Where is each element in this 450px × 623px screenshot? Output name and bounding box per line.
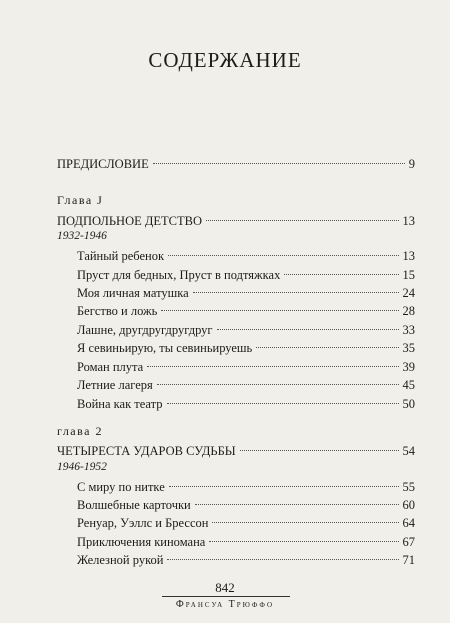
toc-entry bbox=[77, 396, 415, 412]
running-footer-author: Франсуа Трюффо bbox=[175, 599, 275, 610]
toc-entry-title: Ренуар, Уэллс и Брессон bbox=[77, 516, 209, 530]
toc-entry-title: Моя личная матушка bbox=[77, 286, 189, 300]
toc-entry bbox=[77, 479, 415, 495]
leader-dots bbox=[161, 310, 398, 311]
page-title: СОДЕРЖАНИЕ bbox=[148, 48, 302, 72]
leader-dots bbox=[153, 163, 405, 164]
toc-entry-page: 60 bbox=[402, 498, 415, 512]
toc-entry-page: 50 bbox=[402, 397, 415, 411]
chapter-2-page: 54 bbox=[402, 444, 415, 458]
toc-entry bbox=[77, 322, 415, 338]
leader-dots bbox=[195, 504, 399, 505]
leader-dots bbox=[157, 384, 399, 385]
toc-entry-title: Война как театр bbox=[77, 397, 163, 411]
toc-entry-title: ПРЕДИСЛОВИЕ bbox=[57, 157, 149, 171]
toc-entry-title: Пруст для бедных, Пруст в подтяжках bbox=[77, 268, 281, 282]
toc-entry-page: 28 bbox=[402, 304, 415, 318]
toc-entry-page: 45 bbox=[402, 378, 415, 392]
leader-dots bbox=[256, 347, 398, 348]
toc-entry bbox=[77, 340, 415, 356]
leader-dots bbox=[193, 292, 399, 293]
chapter-1-page: 13 bbox=[402, 214, 415, 228]
toc-entry-title: Роман плута bbox=[77, 360, 144, 374]
toc-entry-page: 71 bbox=[402, 553, 415, 567]
leader-dots bbox=[284, 274, 398, 275]
toc-entry-chapter-2 bbox=[57, 443, 415, 459]
leader-dots bbox=[217, 329, 399, 330]
leader-dots bbox=[168, 255, 398, 256]
toc-entry-preface bbox=[57, 156, 415, 172]
chapter-2-label: глава 2 bbox=[57, 424, 103, 438]
chapter-2-title: ЧЕТЫРЕСТА УДАРОВ СУДЬБЫ bbox=[57, 444, 236, 458]
toc-entry bbox=[77, 552, 415, 568]
toc-entry bbox=[77, 303, 415, 319]
toc-entry-page: 15 bbox=[402, 268, 415, 282]
toc-entry bbox=[77, 248, 415, 264]
toc-entry-title: Я севиньирую, ты севиньируешь bbox=[77, 341, 253, 355]
chapter-1-title: ПОДПОЛЬНОЕ ДЕТСТВО bbox=[57, 214, 202, 228]
toc-entry-chapter-1 bbox=[57, 213, 415, 229]
toc-entry-page: 55 bbox=[402, 480, 415, 494]
toc-entry-title: Тайный ребенок bbox=[77, 249, 165, 263]
page-number: 842 bbox=[215, 580, 235, 595]
toc-entry bbox=[77, 515, 415, 531]
leader-dots bbox=[169, 486, 399, 487]
leader-dots bbox=[167, 403, 399, 404]
toc-entry-title: Приключения киномана bbox=[77, 535, 206, 549]
toc-entry-title: С миру по нитке bbox=[77, 480, 165, 494]
toc-entry bbox=[77, 285, 415, 301]
toc-entry-page: 35 bbox=[402, 341, 415, 355]
leader-dots bbox=[167, 559, 398, 560]
chapter-1-years: 1932-1946 bbox=[57, 230, 107, 242]
chapter-2-years: 1946-1952 bbox=[57, 461, 107, 473]
toc-entry-title: Волшебные карточки bbox=[77, 498, 191, 512]
toc-entry-page: 13 bbox=[402, 249, 415, 263]
toc-entry-page: 64 bbox=[402, 516, 415, 530]
toc-entry-page: 67 bbox=[402, 535, 415, 549]
toc-entry bbox=[77, 534, 415, 550]
toc-entry-title: Бегство и ложь bbox=[77, 304, 158, 318]
toc-entry-page: 39 bbox=[402, 360, 415, 374]
leader-dots bbox=[209, 541, 398, 542]
toc-entry-page: 33 bbox=[402, 323, 415, 337]
toc-entry bbox=[77, 267, 415, 283]
leader-dots bbox=[240, 450, 399, 451]
toc-entry-title: Лашне, другдругдругдруг bbox=[77, 323, 213, 337]
toc-entry-title: Летние лагеря bbox=[77, 378, 153, 392]
chapter-1-label: Глава J bbox=[57, 193, 104, 207]
toc-entry-page: 24 bbox=[402, 286, 415, 300]
toc-entry bbox=[77, 377, 415, 393]
toc-entry bbox=[77, 359, 415, 375]
leader-dots bbox=[206, 220, 399, 221]
footer-divider bbox=[162, 596, 290, 597]
toc-entry-title: Железной рукой bbox=[77, 553, 164, 567]
toc-entry-page: 9 bbox=[408, 157, 415, 171]
leader-dots bbox=[147, 366, 398, 367]
toc-entry bbox=[77, 497, 415, 513]
leader-dots bbox=[212, 522, 398, 523]
